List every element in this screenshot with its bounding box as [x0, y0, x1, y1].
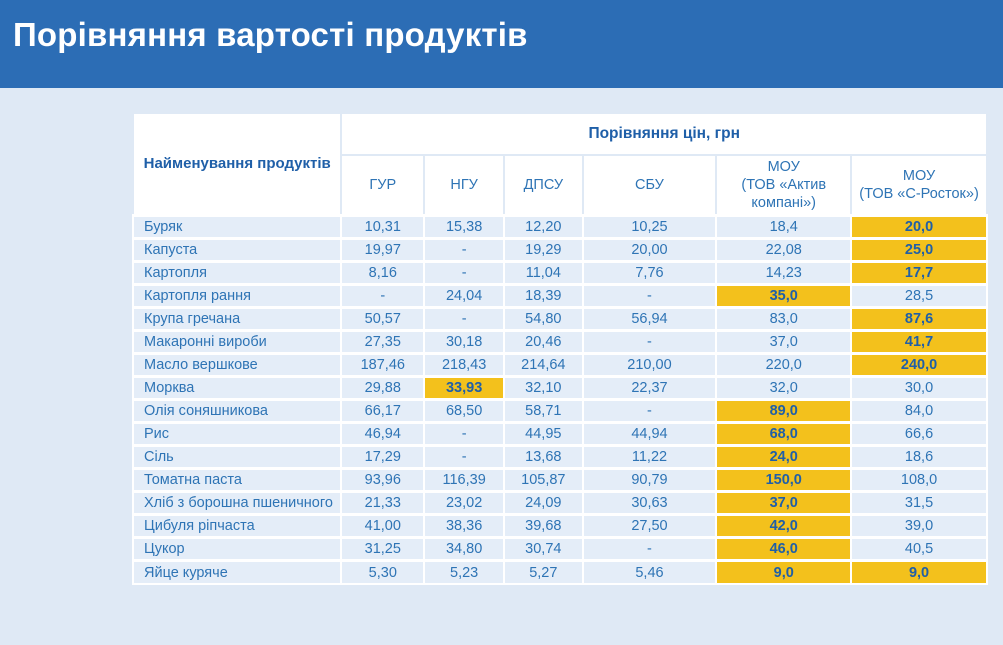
price-cell: 41,00 — [341, 515, 424, 538]
table-row — [133, 308, 987, 331]
price-cell: 15,38 — [424, 216, 504, 239]
price-cell: 84,0 — [851, 400, 987, 423]
price-cell: 56,94 — [583, 308, 717, 331]
price-comparison-table-container — [132, 112, 988, 585]
price-cell: 12,20 — [504, 216, 583, 239]
price-cell-highlighted: 20,0 — [851, 216, 987, 239]
price-table-body — [133, 216, 987, 584]
price-cell: 13,68 — [504, 446, 583, 469]
price-cell: 20,46 — [504, 331, 583, 354]
price-cell: 93,96 — [341, 469, 424, 492]
price-cell: 68,50 — [424, 400, 504, 423]
price-cell: 32,10 — [504, 377, 583, 400]
price-cell: 66,17 — [341, 400, 424, 423]
column-header-gur: ГУР — [341, 155, 424, 216]
price-cell: - — [424, 308, 504, 331]
table-row — [133, 561, 987, 584]
price-cell: 5,27 — [504, 561, 583, 584]
price-cell: 105,87 — [504, 469, 583, 492]
table-row — [133, 469, 987, 492]
price-cell: 218,43 — [424, 354, 504, 377]
price-cell: 210,00 — [583, 354, 717, 377]
price-cell-highlighted: 24,0 — [716, 446, 851, 469]
price-cell: 108,0 — [851, 469, 987, 492]
price-cell: 5,23 — [424, 561, 504, 584]
price-cell-highlighted: 240,0 — [851, 354, 987, 377]
price-cell: 28,5 — [851, 285, 987, 308]
price-cell: 17,29 — [341, 446, 424, 469]
price-cell-highlighted: 35,0 — [716, 285, 851, 308]
price-cell: 30,18 — [424, 331, 504, 354]
price-cell: 40,5 — [851, 538, 987, 561]
price-cell: 220,0 — [716, 354, 851, 377]
price-cell: 24,04 — [424, 285, 504, 308]
price-cell: 22,08 — [716, 239, 851, 262]
column-header-ngu: НГУ — [424, 155, 504, 216]
price-cell: - — [424, 446, 504, 469]
price-cell: 29,88 — [341, 377, 424, 400]
price-cell: 24,09 — [504, 492, 583, 515]
product-name-cell: Крупа гречана — [133, 308, 341, 331]
price-cell: 5,30 — [341, 561, 424, 584]
price-cell: - — [424, 423, 504, 446]
slide-title: Порівняння вартості продуктів — [13, 16, 528, 53]
price-cell: 20,00 — [583, 239, 717, 262]
price-cell: 187,46 — [341, 354, 424, 377]
price-cell: 18,39 — [504, 285, 583, 308]
price-cell: 30,63 — [583, 492, 717, 515]
price-cell: 23,02 — [424, 492, 504, 515]
table-row — [133, 354, 987, 377]
price-cell: - — [583, 285, 717, 308]
product-name-cell: Картопля рання — [133, 285, 341, 308]
price-cell: 5,46 — [583, 561, 717, 584]
title-banner — [0, 0, 1003, 88]
price-cell: 30,0 — [851, 377, 987, 400]
table-row — [133, 538, 987, 561]
price-cell: 32,0 — [716, 377, 851, 400]
table-row — [133, 216, 987, 239]
price-cell-highlighted: 87,6 — [851, 308, 987, 331]
product-name-column-header: Найменування продуктів — [133, 113, 341, 216]
price-cell: 8,16 — [341, 262, 424, 285]
price-cell: 39,0 — [851, 515, 987, 538]
column-header-dpsu: ДПСУ — [504, 155, 583, 216]
product-name-cell: Цибуля ріпчаста — [133, 515, 341, 538]
price-cell: 10,25 — [583, 216, 717, 239]
price-cell-highlighted: 37,0 — [716, 492, 851, 515]
price-cell: 14,23 — [716, 262, 851, 285]
price-cell: 54,80 — [504, 308, 583, 331]
product-name-cell: Олія соняшникова — [133, 400, 341, 423]
price-cell: - — [583, 400, 717, 423]
column-header-mou-s-rostok: МОУ (ТОВ «С-Росток») — [851, 155, 987, 216]
price-cell-highlighted: 68,0 — [716, 423, 851, 446]
price-cell: 44,95 — [504, 423, 583, 446]
table-row — [133, 446, 987, 469]
price-cell: 83,0 — [716, 308, 851, 331]
price-cell-highlighted: 25,0 — [851, 239, 987, 262]
table-row — [133, 400, 987, 423]
price-cell: 31,25 — [341, 538, 424, 561]
price-cell-highlighted: 9,0 — [851, 561, 987, 584]
column-header-mou-aktiv: МОУ (ТОВ «Актив компані») — [716, 155, 851, 216]
price-cell: 39,68 — [504, 515, 583, 538]
product-name-cell: Макаронні вироби — [133, 331, 341, 354]
price-cell: 30,74 — [504, 538, 583, 561]
price-cell: 19,97 — [341, 239, 424, 262]
price-cell-highlighted: 17,7 — [851, 262, 987, 285]
price-cell-highlighted: 41,7 — [851, 331, 987, 354]
price-cell: 37,0 — [716, 331, 851, 354]
price-cell: - — [424, 239, 504, 262]
price-cell: - — [424, 262, 504, 285]
price-cell: 18,6 — [851, 446, 987, 469]
price-cell: 11,04 — [504, 262, 583, 285]
price-cell: 46,94 — [341, 423, 424, 446]
table-row — [133, 239, 987, 262]
price-cell-highlighted: 89,0 — [716, 400, 851, 423]
table-row — [133, 492, 987, 515]
price-cell: 44,94 — [583, 423, 717, 446]
price-cell: 50,57 — [341, 308, 424, 331]
table-row — [133, 285, 987, 308]
price-cell: - — [583, 538, 717, 561]
price-cell: 58,71 — [504, 400, 583, 423]
product-name-cell: Цукор — [133, 538, 341, 561]
price-cell: 90,79 — [583, 469, 717, 492]
product-name-cell: Рис — [133, 423, 341, 446]
price-cell: 27,35 — [341, 331, 424, 354]
price-cell: 18,4 — [716, 216, 851, 239]
table-row — [133, 515, 987, 538]
price-comparison-group-header: Порівняння цін, грн — [341, 113, 987, 155]
price-cell-highlighted: 46,0 — [716, 538, 851, 561]
product-name-cell: Яйце куряче — [133, 561, 341, 584]
price-cell: - — [583, 331, 717, 354]
price-cell: 19,29 — [504, 239, 583, 262]
product-name-cell: Хліб з борошна пшеничного — [133, 492, 341, 515]
price-cell: - — [341, 285, 424, 308]
price-cell-highlighted: 9,0 — [716, 561, 851, 584]
price-comparison-table — [132, 112, 988, 585]
price-cell: 10,31 — [341, 216, 424, 239]
table-row — [133, 423, 987, 446]
price-cell: 31,5 — [851, 492, 987, 515]
price-cell: 38,36 — [424, 515, 504, 538]
price-cell-highlighted: 42,0 — [716, 515, 851, 538]
group-header-row — [133, 113, 987, 155]
price-cell: 116,39 — [424, 469, 504, 492]
table-row — [133, 262, 987, 285]
product-name-cell: Масло вершкове — [133, 354, 341, 377]
product-name-cell: Картопля — [133, 262, 341, 285]
price-cell-highlighted: 150,0 — [716, 469, 851, 492]
price-cell: 66,6 — [851, 423, 987, 446]
table-row — [133, 377, 987, 400]
price-cell: 214,64 — [504, 354, 583, 377]
table-row — [133, 331, 987, 354]
price-cell: 34,80 — [424, 538, 504, 561]
price-cell: 21,33 — [341, 492, 424, 515]
price-cell-highlighted: 33,93 — [424, 377, 504, 400]
product-name-cell: Буряк — [133, 216, 341, 239]
product-name-cell: Морква — [133, 377, 341, 400]
column-header-sbu: СБУ — [583, 155, 717, 216]
product-name-cell: Томатна паста — [133, 469, 341, 492]
product-name-cell: Капуста — [133, 239, 341, 262]
price-cell: 27,50 — [583, 515, 717, 538]
price-cell: 11,22 — [583, 446, 717, 469]
price-cell: 22,37 — [583, 377, 717, 400]
price-cell: 7,76 — [583, 262, 717, 285]
product-name-cell: Сіль — [133, 446, 341, 469]
